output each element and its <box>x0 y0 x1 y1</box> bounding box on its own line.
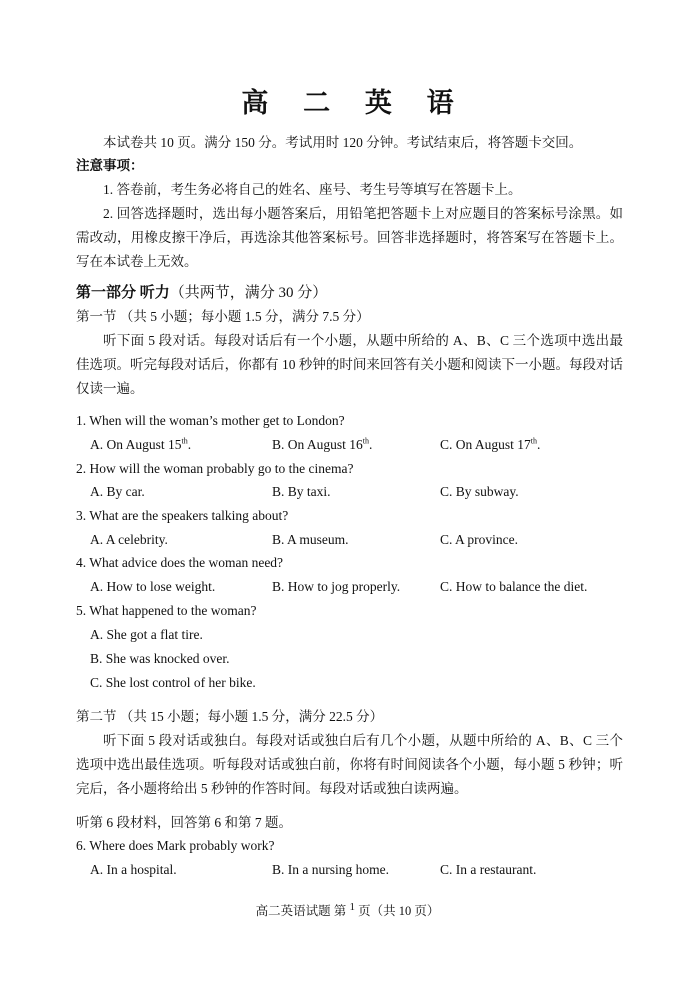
question-6: 6. Where does Mark probably work? <box>76 838 275 853</box>
q2-option-b: B. By taxi. <box>272 484 331 499</box>
section2-heading: 第二节 （共 15 小题；每小题 1.5 分，满分 22.5 分） <box>76 709 384 724</box>
question-1: 1. When will the woman’s mother get to London? <box>76 413 345 428</box>
q5-option-b: B. She was knocked over. <box>90 651 230 666</box>
q3-option-a: A. A celebrity. <box>90 532 168 547</box>
q3-option-b: B. A museum. <box>272 532 349 547</box>
exam-intro: 本试卷共 10 页。满分 150 分。考试用时 120 分钟。考试结束后，将答题卡交回。 <box>103 135 583 150</box>
question-4: 4. What advice does the woman need? <box>76 555 284 570</box>
notice-item-1: 1. 答卷前，考生务必将自己的姓名、座号、考生号等填写在答题卡上。 <box>103 182 522 197</box>
q4-option-a: A. How to lose weight. <box>90 579 216 594</box>
q6-option-b: B. In a nursing home. <box>272 862 389 877</box>
q3-option-c: C. A province. <box>440 532 518 547</box>
q1-option-a: A. On August 15th. <box>90 436 192 452</box>
q2-option-a: A. By car. <box>90 484 145 499</box>
q1-option-b: B. On August 16th. <box>272 436 373 452</box>
q1-option-c: C. On August 17th. <box>440 436 541 452</box>
part1-heading <box>76 284 327 302</box>
q2-option-c: C. By subway. <box>440 484 519 499</box>
question-3: 3. What are the speakers talking about? <box>76 508 289 523</box>
notice-item-2: 2. 回答选择题时，选出每小题答案后，用铅笔把答题卡上对应题目的答案标号涂黑。如需改动，用橡皮擦干净后，再选涂其他答案标号。回答非选择题时，将答案写在答题卡上。写在本试卷上无效。 <box>76 206 623 269</box>
q6-option-c: C. In a restaurant. <box>440 862 537 877</box>
q6-option-a: A. In a hospital. <box>90 862 177 877</box>
q4-option-c: C. How to balance the diet. <box>440 579 588 594</box>
q5-option-a: A. She got a flat tire. <box>90 627 203 642</box>
part1-note: （共两节，满分 30 分） <box>169 285 328 301</box>
part1-title: 第一部分 听力 <box>76 285 170 301</box>
page-footer: 高二英语试题 第 $^1$ 页（共 10 页） <box>255 900 440 918</box>
question-5: 5. What happened to the woman? <box>76 603 257 618</box>
section1-instructions: 听下面 5 段对话。每段对话后有一个小题，从题中所给的 A、B、C 三个选项中选出最佳选项。听完每段对话后，你都有 10 秒钟的时间来回答有关小题和阅读下一小题。每段对话仅读一遍。 <box>76 333 623 396</box>
notice-heading: 注意事项： <box>76 158 144 173</box>
page-title: 高 二 英 语 <box>241 88 468 118</box>
section2-instructions: 听下面 5 段对话或独白。每段对话或独白后有几个小题，从题中所给的 A、B、C 三个选项中选出最佳选项。听每段对话或独白前，你将有时间阅读各个小题，每小题 5 秒钟；听完后，各小题将给出 5 秒钟的作答时间。每段对话或独白读两遍。 <box>76 733 623 796</box>
q5-option-c: C. She lost control of her bike. <box>90 675 256 690</box>
page-number: 1 <box>349 900 355 913</box>
question-2: 2. How will the woman probably go to the cinema? <box>76 461 354 476</box>
material-note: 听第 6 段材料，回答第 6 和第 7 题。 <box>76 815 292 830</box>
section1-heading: 第一节 （共 5 小题；每小题 1.5 分，满分 7.5 分） <box>76 309 370 324</box>
q4-option-b: B. How to jog properly. <box>272 579 401 594</box>
